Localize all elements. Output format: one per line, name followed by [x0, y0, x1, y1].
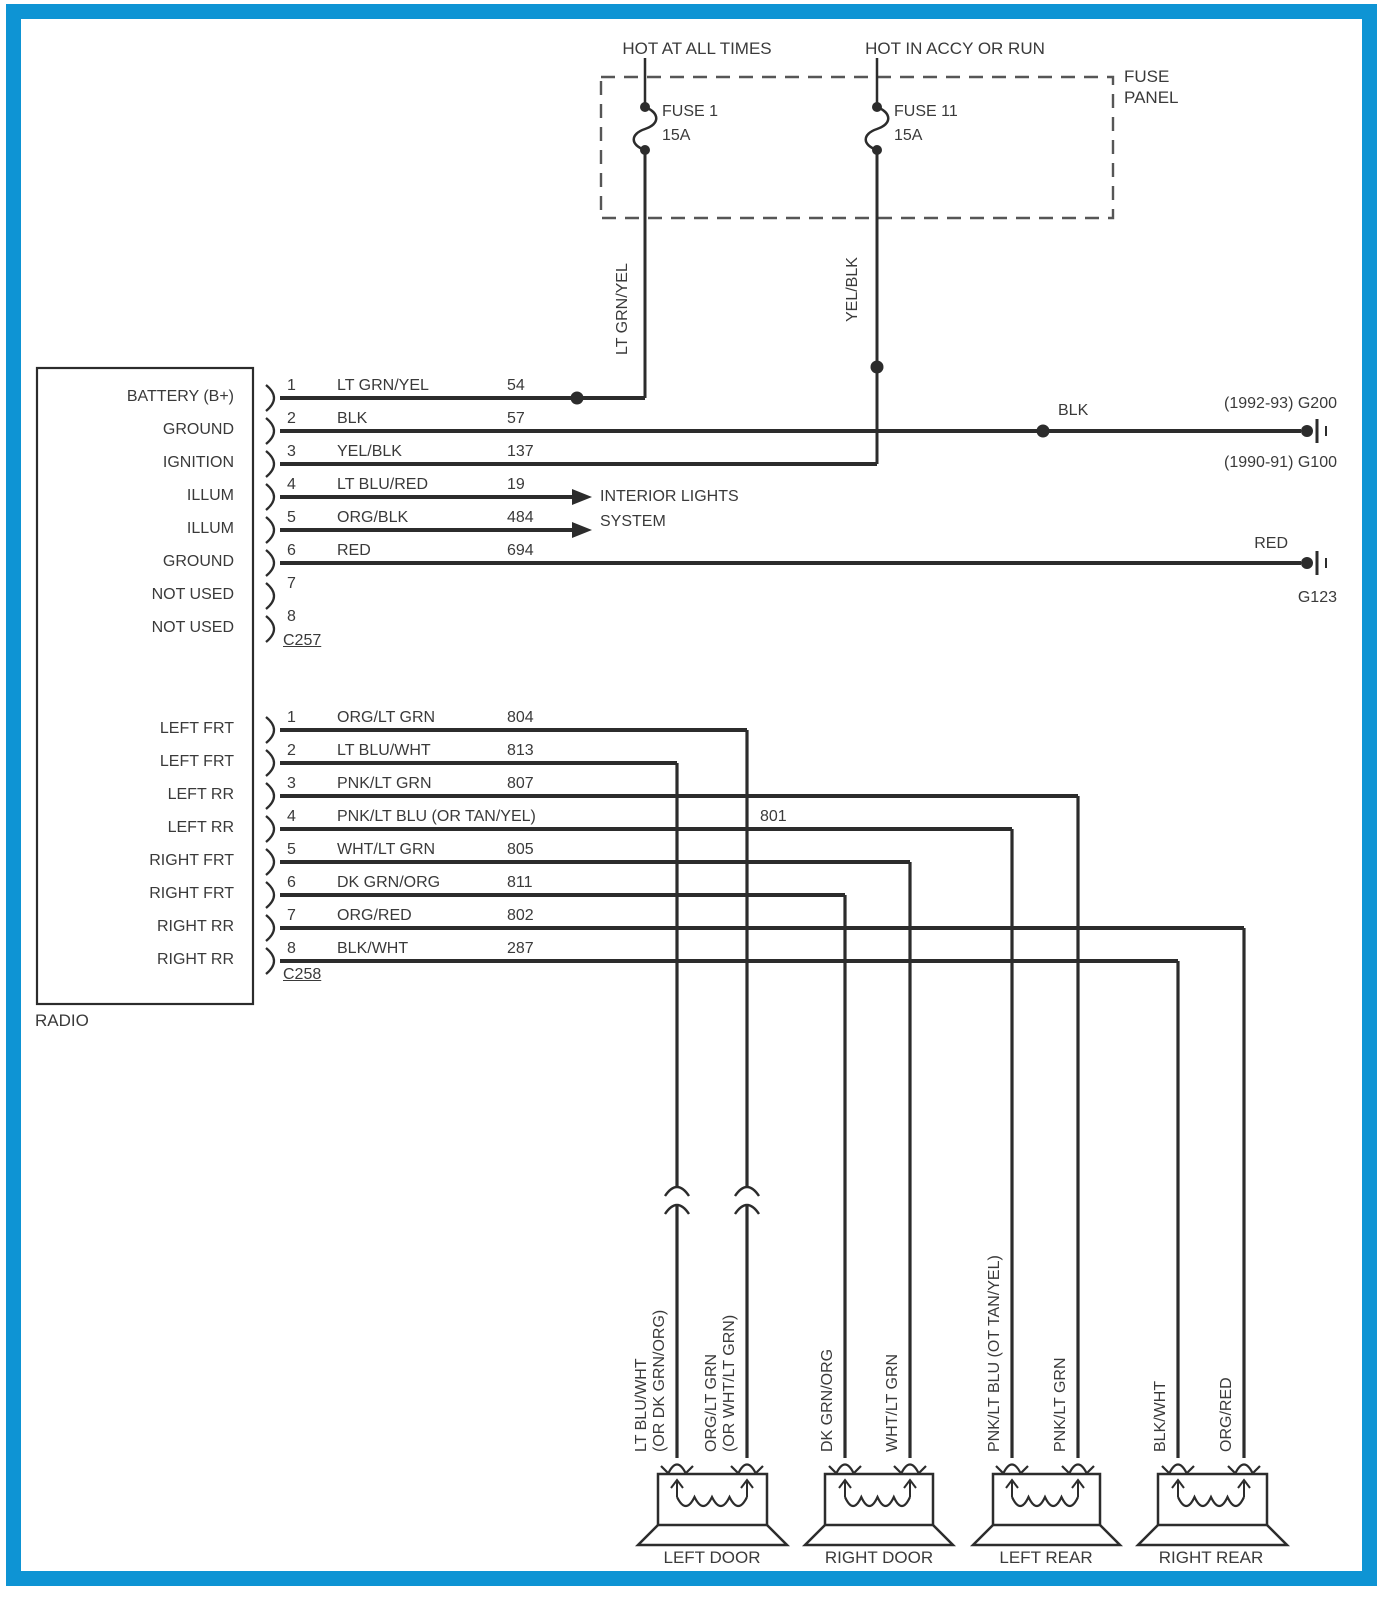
pin-number: 6 [287, 542, 296, 559]
wire-name: LT BLU/WHT [337, 742, 431, 759]
ground-icon-g200 [1301, 419, 1326, 443]
c257-pin-brackets [266, 385, 274, 642]
hot-in-accy-label: HOT IN ACCY OR RUN [865, 39, 1045, 58]
pin-number: 4 [287, 808, 296, 825]
radio-function-label: LEFT RR [167, 786, 234, 803]
speaker-name-left-rear: LEFT REAR [999, 1548, 1093, 1567]
wire-label-line: (OR DK GRN/ORG) [651, 1309, 668, 1452]
pin-number: 1 [287, 709, 296, 726]
circuit-number: 19 [507, 476, 525, 493]
radio-function-label: NOT USED [151, 586, 234, 603]
g123-label: G123 [1297, 589, 1337, 606]
g200-label: (1992-93) G200 [1224, 395, 1337, 412]
radio-function-label: RIGHT FRT [149, 852, 234, 869]
radio-function-label: BATTERY (B+) [126, 388, 234, 405]
fuse-panel-box [601, 77, 1113, 218]
circuit-number: 807 [507, 775, 534, 792]
circuit-number: 802 [507, 907, 534, 924]
speaker-wire-label [703, 1315, 739, 1452]
speaker-wire-drops [677, 730, 1244, 1458]
radio-function-label: RIGHT RR [156, 951, 234, 968]
connector-label-c258: C258 [283, 966, 322, 983]
radio-function-label: RIGHT FRT [149, 885, 234, 902]
wire-name: ORG/LT GRN [337, 709, 436, 726]
pin-number: 8 [287, 940, 296, 957]
c258-pin-brackets [266, 717, 274, 974]
splice-dot-blk [1037, 425, 1050, 438]
circuit-number: 287 [507, 940, 534, 957]
pin-number: 7 [287, 575, 296, 592]
ground-icon-g123 [1301, 551, 1326, 575]
circuit-number: 57 [507, 410, 525, 427]
radio-function-label: ILLUM [186, 487, 234, 504]
wire-name: PNK/LT BLU (OR TAN/YEL) [337, 808, 536, 825]
circuit-number: 54 [507, 377, 525, 394]
circuit-number: 484 [507, 509, 534, 526]
circuit-number: 804 [507, 709, 534, 726]
interior-lights-label: INTERIOR LIGHTS [600, 488, 739, 505]
radio-function-label: IGNITION [162, 454, 234, 471]
pin-number: 8 [287, 608, 296, 625]
speaker-wire-label: PNK/LT BLU (OT TAN/YEL) [986, 1255, 1003, 1452]
pin-number: 4 [287, 476, 296, 493]
pin-number: 2 [287, 742, 296, 759]
feed-wire-label-yel-blk: YEL/BLK [844, 257, 861, 322]
fuse-11-symbol [866, 58, 889, 464]
wire-label-line: LT BLU/WHT [633, 1358, 650, 1452]
wire-name: DK GRN/ORG [337, 874, 441, 891]
pin-number: 1 [287, 377, 296, 394]
wire-name: WHT/LT GRN [337, 841, 436, 858]
pin-number: 3 [287, 775, 296, 792]
circuit-number: 805 [507, 841, 534, 858]
wire-name: ORG/RED [337, 907, 412, 924]
hot-at-all-times-label: HOT AT ALL TIMES [622, 39, 772, 58]
wire-name: BLK/WHT [337, 940, 409, 957]
circuit-number: 813 [507, 742, 534, 759]
radio-function-label: NOT USED [151, 619, 234, 636]
pin-number: 5 [287, 841, 296, 858]
interior-lights-arrow-icons [572, 489, 592, 538]
radio-function-label: LEFT RR [167, 819, 234, 836]
speaker-left-rear [973, 1465, 1120, 1546]
speaker-left-door [638, 1465, 787, 1546]
radio-function-label: RIGHT RR [156, 918, 234, 935]
radio-label: RADIO [35, 1011, 89, 1030]
radio-function-label: LEFT FRT [159, 720, 234, 737]
wire-name: LT BLU/RED [337, 476, 428, 493]
splice-dot-yel-blk [871, 361, 884, 374]
red-wire-label: RED [1254, 535, 1288, 552]
wire-name: RED [337, 542, 371, 559]
pin-number: 2 [287, 410, 296, 427]
pin-number: 6 [287, 874, 296, 891]
speaker-wire-label [633, 1310, 669, 1452]
radio-function-label: LEFT FRT [159, 753, 234, 770]
fuse-1-name: FUSE 1 [662, 103, 719, 120]
interior-lights-label2: SYSTEM [600, 513, 666, 530]
fuse-1-rating: 15A [662, 127, 691, 144]
speaker-wire-label: ORG/RED [1218, 1377, 1235, 1452]
feed-wire-label-lt-grn-yel: LT GRN/YEL [614, 263, 631, 355]
fuse-11-name: FUSE 11 [894, 103, 958, 120]
c257-wires [280, 398, 1301, 563]
speaker-wire-label: PNK/LT GRN [1052, 1357, 1069, 1452]
circuit-number: 801 [760, 808, 787, 825]
splice-dot-lt-grn-yel [571, 392, 584, 405]
wire-label-line: ORG/LT GRN [703, 1353, 720, 1452]
circuit-number: 694 [507, 542, 534, 559]
wire-name: PNK/LT GRN [337, 775, 432, 792]
pin-number: 3 [287, 443, 296, 460]
radio-function-label: ILLUM [186, 520, 234, 537]
speaker-name-right-door: RIGHT DOOR [824, 1548, 934, 1567]
pin-number: 5 [287, 509, 296, 526]
radio-function-label: GROUND [162, 421, 234, 438]
wire-name: LT GRN/YEL [337, 377, 429, 394]
wire-name: BLK [337, 410, 368, 427]
speaker-right-rear [1138, 1465, 1287, 1546]
speaker-wire-label: DK GRN/ORG [819, 1348, 836, 1452]
wire-label-line: (OR WHT/LT GRN) [721, 1314, 738, 1452]
fuse-11-rating: 15A [894, 127, 923, 144]
wire-name: YEL/BLK [337, 443, 402, 460]
circuit-number: 137 [507, 443, 534, 460]
fuse-panel-label: FUSE PANEL [1124, 67, 1179, 107]
fuse-1-symbol [634, 58, 657, 398]
speaker-wire-label: WHT/LT GRN [884, 1353, 901, 1452]
speaker-wire-label: BLK/WHT [1152, 1380, 1169, 1452]
speaker-name-right-rear: RIGHT REAR [1158, 1548, 1264, 1567]
pin-number: 7 [287, 907, 296, 924]
circuit-number: 811 [507, 874, 533, 891]
speaker-right-door [805, 1465, 953, 1546]
speaker-name-left-door: LEFT DOOR [663, 1548, 761, 1567]
connector-label-c257: C257 [283, 632, 322, 649]
radio-function-label: GROUND [162, 553, 234, 570]
wire-name: ORG/BLK [337, 509, 409, 526]
g100-label: (1990-91) G100 [1224, 454, 1337, 471]
blk-wire-label: BLK [1058, 402, 1089, 419]
